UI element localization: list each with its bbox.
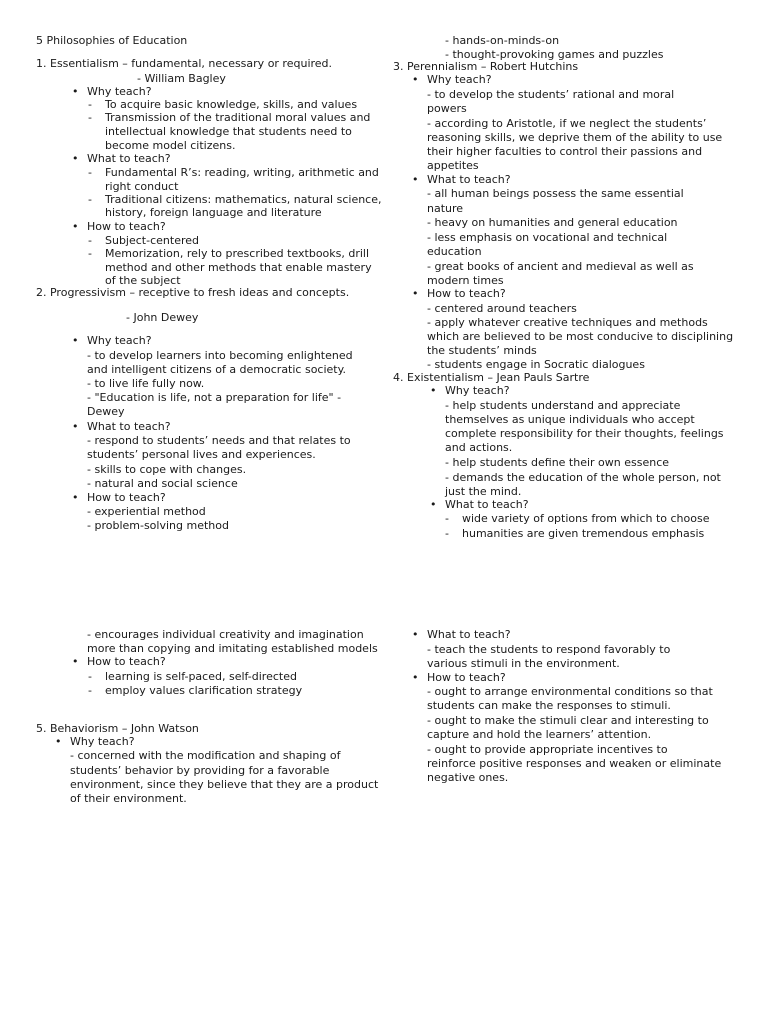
essentialism-how-item: - Subject-centered xyxy=(105,234,199,248)
essentialism-how-heading: • How to teach? xyxy=(87,220,166,234)
essentialism-how-item-cont: method and other methods that enable mastery xyxy=(105,261,372,274)
essentialism-why-item-cont: intellectual knowledge that students need to xyxy=(105,125,352,138)
progressivism-how-item-cont: - thought-provoking games and puzzles xyxy=(445,48,664,61)
essentialism-what-item: - Traditional citizens: mathematics, natural science, xyxy=(105,193,382,207)
behaviorism-why-item-cont: students’ behavior by providing for a favorable xyxy=(70,764,330,777)
section-essentialism-author: - William Bagley xyxy=(137,72,226,85)
perennialism-why-item-cont: powers xyxy=(427,102,467,115)
perennialism-what-item: - less emphasis on vocational and technical xyxy=(427,231,668,244)
existentialism-why-item: - help students define their own essence xyxy=(445,456,670,469)
essentialism-why-item-cont: become model citizens. xyxy=(105,139,236,152)
existentialism-how-item: - employ values clarification strategy xyxy=(105,684,302,698)
existentialism-what-heading: • What to teach? xyxy=(445,498,529,512)
perennialism-what-item-cont: nature xyxy=(427,202,464,215)
behaviorism-why-item: - concerned with the modification and shaping of xyxy=(70,749,341,762)
progressivism-why-item: - to develop learners into becoming enlightened xyxy=(87,349,353,362)
perennialism-what-item: - all human beings possess the same essential xyxy=(427,187,684,200)
progressivism-what-item: - respond to students’ needs and that relates to xyxy=(87,434,351,447)
essentialism-what-heading: • What to teach? xyxy=(87,152,171,166)
progressivism-what-item: - natural and social science xyxy=(87,477,238,490)
perennialism-how-item-cont: which are believed to be most conducive to disciplining xyxy=(427,330,734,343)
progressivism-why-item: - to live life fully now. xyxy=(87,377,205,390)
existentialism-why-item: - help students understand and appreciate xyxy=(445,399,681,412)
essentialism-what-item: - Fundamental R’s: reading, writing, arithmetic and xyxy=(105,166,379,180)
behaviorism-how-item: - ought to make the stimuli clear and interesting to xyxy=(427,714,709,727)
progressivism-why-item-cont: Dewey xyxy=(87,405,125,418)
existentialism-why-item-cont: and actions. xyxy=(445,441,513,454)
perennialism-how-item-cont: the students’ minds xyxy=(427,344,537,357)
essentialism-why-heading: • Why teach? xyxy=(87,85,152,99)
existentialism-why-item-cont: just the mind. xyxy=(445,485,522,498)
behaviorism-how-item-cont: capture and hold the learners’ attention. xyxy=(427,728,652,741)
section-essentialism-title: 1. Essentialism – fundamental, necessary or required. xyxy=(36,57,333,70)
perennialism-why-item-cont: appetites xyxy=(427,159,479,172)
perennialism-why-item-cont: reasoning skills, we deprive them of the ability to use xyxy=(427,131,723,144)
progressivism-why-item-cont: and intelligent citizens of a democratic society. xyxy=(87,363,347,376)
behaviorism-what-item-cont: various stimuli in the environment. xyxy=(427,657,620,670)
progressivism-what-heading: • What to teach? xyxy=(87,420,171,434)
section-existentialism-title: 4. Existentialism – Jean Pauls Sartre xyxy=(393,371,590,384)
section-progressivism-title: 2. Progressivism – receptive to fresh ideas and concepts. xyxy=(36,286,350,299)
existentialism-what-item: - wide variety of options from which to choose xyxy=(462,512,709,526)
behaviorism-what-heading: • What to teach? xyxy=(427,628,511,642)
perennialism-how-item: - students engage in Socratic dialogues xyxy=(427,358,645,371)
existentialism-why-item-cont: themselves as unique individuals who accept xyxy=(445,413,695,426)
perennialism-how-item: - apply whatever creative techniques and methods xyxy=(427,316,708,329)
perennialism-what-item: - heavy on humanities and general education xyxy=(427,216,678,229)
progressivism-how-item-cont: - hands-on-minds-on xyxy=(445,34,560,47)
existentialism-why-item-cont: complete responsibility for their thoughts, feelings xyxy=(445,427,724,440)
behaviorism-why-heading: • Why teach? xyxy=(70,735,135,749)
section-progressivism-author: - John Dewey xyxy=(126,311,199,324)
essentialism-why-item: - Transmission of the traditional moral values and xyxy=(105,111,370,125)
behaviorism-how-heading: • How to teach? xyxy=(427,671,506,685)
behaviorism-how-item: - ought to arrange environmental conditions so that xyxy=(427,685,713,698)
behaviorism-how-item-cont: students can make the responses to stimuli. xyxy=(427,699,671,712)
essentialism-how-item-cont: of the subject xyxy=(105,274,181,287)
perennialism-what-item: - great books of ancient and medieval as well as xyxy=(427,260,694,273)
progressivism-why-heading: • Why teach? xyxy=(87,334,152,348)
essentialism-what-item-cont: right conduct xyxy=(105,180,179,193)
progressivism-what-item: - skills to cope with changes. xyxy=(87,463,247,476)
perennialism-why-item: - to develop the students’ rational and moral xyxy=(427,88,675,101)
existentialism-why-heading: • Why teach? xyxy=(445,384,510,398)
progressivism-how-heading: • How to teach? xyxy=(87,491,166,505)
existentialism-how-heading: • How to teach? xyxy=(87,655,166,669)
perennialism-what-item-cont: education xyxy=(427,245,482,258)
perennialism-what-item-cont: modern times xyxy=(427,274,504,287)
section-behaviorism-title: 5. Behaviorism – John Watson xyxy=(36,722,199,735)
section-perennialism-title: 3. Perennialism – Robert Hutchins xyxy=(393,60,579,73)
progressivism-why-item: - "Education is life, not a preparation for life" - xyxy=(87,391,342,404)
perennialism-how-item: - centered around teachers xyxy=(427,302,577,315)
progressivism-how-item: - problem-solving method xyxy=(87,519,229,532)
behaviorism-why-item-cont: of their environment. xyxy=(70,792,187,805)
perennialism-why-item-cont: their higher faculties to control their passions and xyxy=(427,145,703,158)
existentialism-what-item: - encourages individual creativity and imagination xyxy=(87,628,364,641)
existentialism-what-item-cont: more than copying and imitating established models xyxy=(87,642,378,655)
perennialism-what-heading: • What to teach? xyxy=(427,173,511,187)
perennialism-why-heading: • Why teach? xyxy=(427,73,492,87)
perennialism-why-item: - according to Aristotle, if we neglect the students’ xyxy=(427,117,707,130)
behaviorism-why-item-cont: environment, since they believe that they are a product xyxy=(70,778,379,791)
essentialism-why-item: - To acquire basic knowledge, skills, and values xyxy=(105,98,357,112)
existentialism-why-item: - demands the education of the whole person, not xyxy=(445,471,721,484)
progressivism-how-item: - experiential method xyxy=(87,505,206,518)
essentialism-what-item-cont: history, foreign language and literature xyxy=(105,206,322,219)
essentialism-how-item: - Memorization, rely to prescribed textbooks, drill xyxy=(105,247,369,261)
progressivism-what-item-cont: students’ personal lives and experiences. xyxy=(87,448,316,461)
existentialism-how-item: - learning is self-paced, self-directed xyxy=(105,670,297,684)
behaviorism-how-item: - ought to provide appropriate incentives to xyxy=(427,743,668,756)
behaviorism-what-item: - teach the students to respond favorably to xyxy=(427,643,671,656)
existentialism-what-item: - humanities are given tremendous emphasis xyxy=(462,527,704,541)
perennialism-how-heading: • How to teach? xyxy=(427,287,506,301)
behaviorism-how-item-cont: negative ones. xyxy=(427,771,509,784)
behaviorism-how-item-cont: reinforce positive responses and weaken or eliminate xyxy=(427,757,722,770)
document-title: 5 Philosophies of Education xyxy=(36,34,188,47)
